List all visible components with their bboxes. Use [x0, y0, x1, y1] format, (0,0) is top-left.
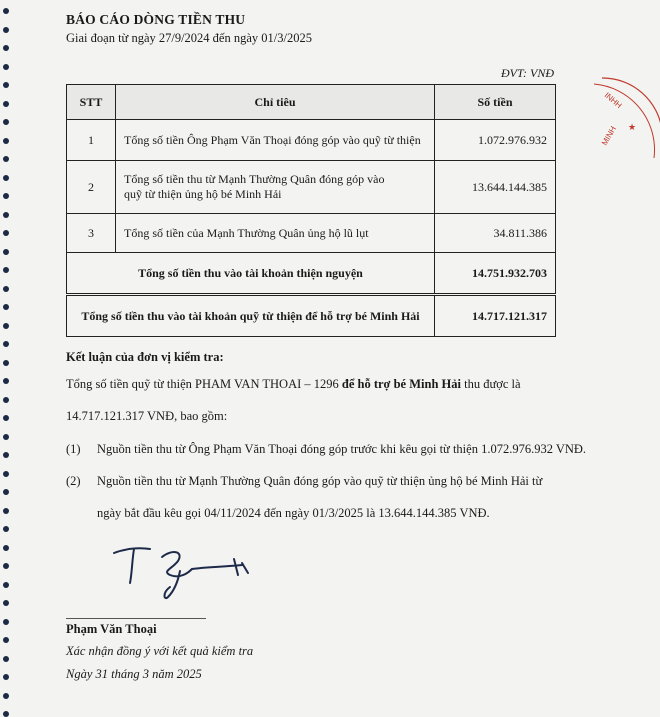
row-amount: 13.644.144.385 — [435, 161, 556, 214]
binding-hole-icon — [3, 415, 9, 421]
conclusion-text-bold: để hỗ trợ bé Minh Hải — [341, 377, 461, 391]
binding-hole-icon — [3, 64, 9, 70]
binding-hole-icon — [3, 693, 9, 699]
item-text: Nguồn tiền thu từ Mạnh Thường Quân đóng góp vào quỹ từ thiện ủng hộ bé Minh Hải từ — [97, 474, 543, 488]
row-label — [116, 161, 435, 214]
binding-hole-icon — [3, 471, 9, 477]
binding-hole-icon — [3, 674, 9, 680]
binding-hole-icon — [3, 434, 9, 440]
binding-hole-icon — [3, 119, 9, 125]
item-number: (1) — [66, 442, 81, 456]
binding-hole-icon — [3, 526, 9, 532]
row-stt: 3 — [67, 214, 116, 253]
conclusion-paragraph — [66, 377, 521, 392]
item-text: Nguồn tiền thu từ Ông Phạm Văn Thoại đóng góp trước khi kêu gọi từ thiện 1.072.976.932 VNĐ. — [97, 442, 587, 456]
binding-hole-icon — [3, 175, 9, 181]
total-charity-row — [67, 253, 556, 295]
binding-hole-icon — [3, 582, 9, 588]
signature-date: Ngày 31 tháng 3 năm 2025 — [66, 667, 202, 681]
stamp-star: ★ — [628, 122, 637, 132]
binding-holes — [0, 0, 14, 712]
binding-hole-icon — [3, 545, 9, 551]
conclusion-paragraph-line2: 14.717.121.317 VNĐ, bao gồm: — [66, 409, 228, 423]
binding-hole-icon — [3, 563, 9, 569]
binding-hole-icon — [3, 138, 9, 144]
binding-hole-icon — [3, 156, 9, 162]
row-label: Tổng số tiền của Mạnh Thường Quân ủng hộ lũ lụt — [116, 214, 435, 253]
binding-hole-icon — [3, 489, 9, 495]
binding-hole-icon — [3, 230, 9, 236]
binding-hole-icon — [3, 378, 9, 384]
col-header-stt: STT — [67, 85, 116, 120]
col-header-amount: Số tiền — [435, 85, 556, 120]
binding-hole-icon — [3, 360, 9, 366]
binding-hole-icon — [3, 656, 9, 662]
binding-hole-icon — [3, 619, 9, 625]
row-stt: 1 — [67, 120, 116, 161]
binding-hole-icon — [3, 193, 9, 199]
row-amount: 34.811.386 — [435, 214, 556, 253]
item-number: (2) — [66, 474, 81, 488]
currency-unit: ĐVT: VNĐ — [500, 66, 554, 80]
binding-hole-icon — [3, 341, 9, 347]
total-fund-amount: 14.717.121.317 — [435, 295, 556, 337]
binding-hole-icon — [3, 249, 9, 255]
binding-hole-icon — [3, 323, 9, 329]
row-label: Tổng số tiền Ông Phạm Văn Thoại đóng góp vào quỹ từ thiện — [116, 120, 435, 161]
binding-hole-icon — [3, 27, 9, 33]
confirmation-text: Xác nhận đồng ý với kết quả kiểm tra — [66, 644, 254, 658]
conclusion-text-part2: thu được là — [460, 377, 521, 391]
table-header-row — [67, 85, 556, 120]
cashflow-table — [66, 84, 556, 337]
row-label-line1: Tổng số tiền thu từ Mạnh Thường Quân đóng góp vào — [124, 172, 385, 186]
total-fund-label: Tổng số tiền thu vào tài khoản quỹ từ thiện để hỗ trợ bé Minh Hải — [67, 295, 435, 337]
conclusion-heading: Kết luận của đơn vị kiểm tra: — [66, 350, 224, 364]
binding-hole-icon — [3, 45, 9, 51]
signature-line — [66, 618, 206, 619]
table-row — [67, 214, 556, 253]
report-period: Giai đoạn từ ngày 27/9/2024 đến ngày 01/3/2025 — [66, 31, 312, 45]
binding-hole-icon — [3, 637, 9, 643]
binding-hole-icon — [3, 508, 9, 514]
binding-hole-icon — [3, 397, 9, 403]
row-stt: 2 — [67, 161, 116, 214]
binding-hole-icon — [3, 304, 9, 310]
report-title: BÁO CÁO DÒNG TIỀN THU — [66, 12, 246, 27]
handwritten-signature-icon — [110, 535, 260, 605]
signer-name: Phạm Văn Thoại — [66, 622, 157, 636]
row-label-line2: quỹ từ thiện ủng hộ bé Minh Hải — [124, 187, 282, 201]
conclusion-item-1 — [66, 442, 586, 457]
binding-hole-icon — [3, 286, 9, 292]
red-stamp-icon — [592, 70, 660, 170]
table-row — [67, 161, 556, 214]
binding-hole-icon — [3, 101, 9, 107]
conclusion-text-part1: Tổng số tiền quỹ từ thiện PHAM VAN THOAI – 1296 — [66, 377, 342, 391]
table-row — [67, 120, 556, 161]
row-amount: 1.072.976.932 — [435, 120, 556, 161]
conclusion-item-2-line2: ngày bắt đầu kêu gọi 04/11/2024 đến ngày 01/3/2025 là 13.644.144.385 VNĐ. — [97, 506, 490, 520]
binding-hole-icon — [3, 212, 9, 218]
total-fund-row — [67, 295, 556, 337]
binding-hole-icon — [3, 8, 9, 14]
conclusion-item-2 — [66, 474, 542, 489]
col-header-item: Chỉ tiêu — [116, 85, 435, 120]
binding-hole-icon — [3, 267, 9, 273]
total-charity-label: Tổng số tiền thu vào tài khoản thiện nguyện — [67, 253, 435, 295]
stamp-text-bottom: MINH — [599, 124, 618, 147]
binding-hole-icon — [3, 600, 9, 606]
binding-hole-icon — [3, 82, 9, 88]
total-charity-amount: 14.751.932.703 — [435, 253, 556, 295]
stamp-text-top: INHH — [602, 90, 624, 111]
binding-hole-icon — [3, 452, 9, 458]
